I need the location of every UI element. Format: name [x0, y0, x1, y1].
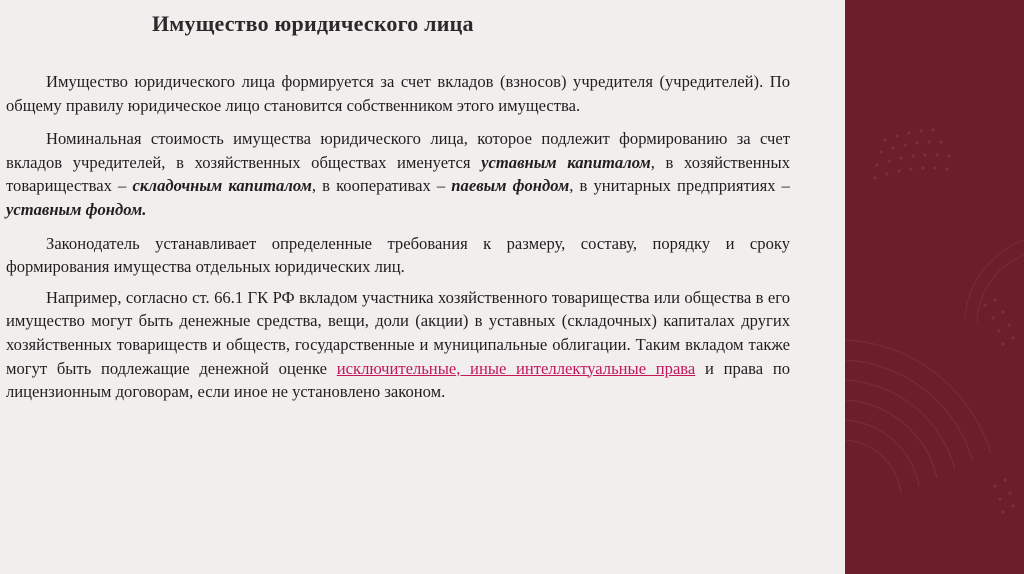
- paragraph-nominal-value: [6, 127, 790, 221]
- term-share-fund: паевым фондом: [451, 176, 570, 196]
- paragraph-legislator: Законодатель устанавливает определенные требования к размеру, составу, порядку и сроку формирования имущества отдельных юридических лиц.: [6, 233, 790, 277]
- p2-text-2: , в хозяйственных товариществах –: [6, 152, 790, 196]
- decorative-side-panel: [845, 0, 1024, 574]
- ip-rights-link[interactable]: исключительные, иные интеллектуальные права: [336, 358, 696, 378]
- term-share-capital: складочным капиталом: [132, 176, 312, 196]
- p2-text-1: Номинальная стоимость имущества юридического лица, которое подлежит формированию за счет вкладов учредителей, в хозяйственных обществах именуется: [6, 129, 790, 172]
- term-authorized-capital: уставным капиталом: [481, 152, 651, 172]
- term-authorized-fund: уставным фондом.: [6, 199, 147, 219]
- p4-text-1: Например, согласно ст. 66.1 ГК РФ вкладом участника хозяйственного товарищества или общества в его имущество могут быть денежные средства, вещи, доли (акции) в уставных (складочных) капиталах других хозяйственных товариществ и обществ, государственные и муниципальные облигации. Таким вкладом также могут быть подлежащие денежной оценке: [6, 287, 790, 378]
- slide-title: Имущество юридического лица: [152, 11, 474, 36]
- decorative-arcs-pattern: [845, 0, 1024, 574]
- p4-text-2: и права по лицензионным договорам, если иное не установлено законом.: [6, 358, 791, 402]
- p2-text-3: , в кооперативах –: [311, 176, 452, 196]
- paragraph-example: [6, 286, 790, 404]
- slide-body: [6, 70, 790, 414]
- p2-text-4: , в унитарных предприятиях –: [569, 176, 790, 196]
- paragraph-formation: Имущество юридического лица формируется за счет вкладов (взносов) учредителя (учредителей). По общему правилу юридическое лицо становится собственником этого имущества.: [6, 72, 790, 115]
